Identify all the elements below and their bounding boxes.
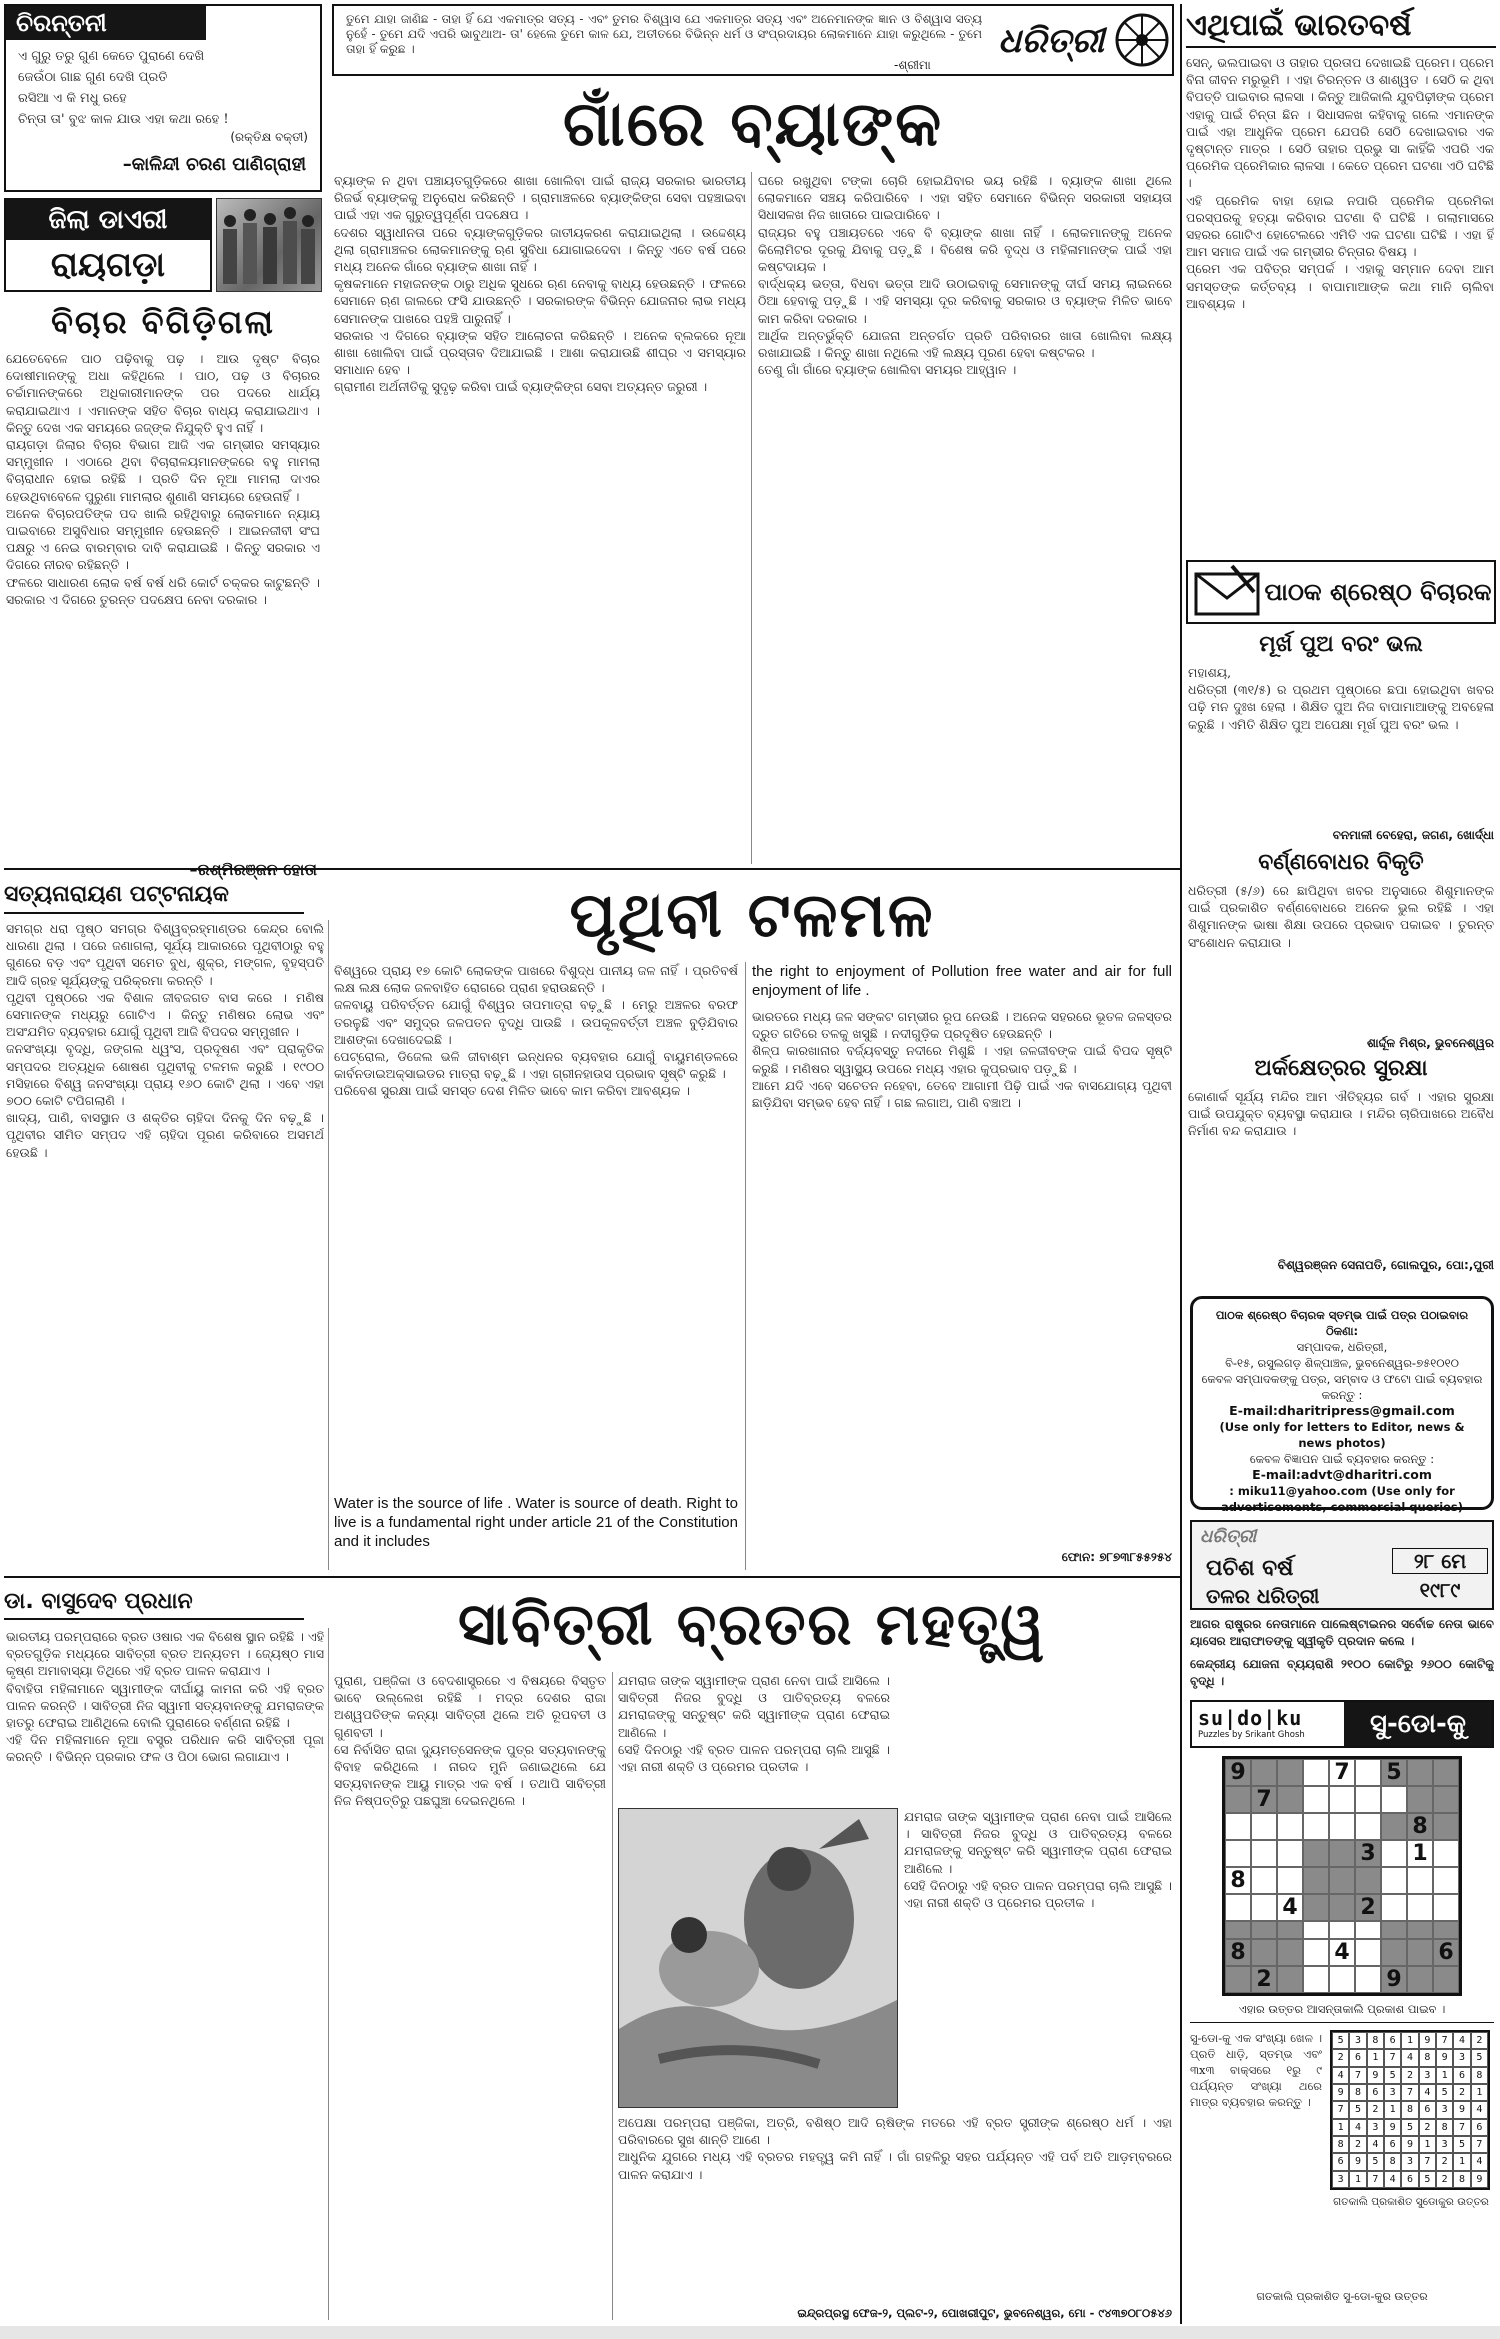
prithvi-col-1: ସମଗ୍ର ଧରା ପୃଷ୍ଠ ସମଗ୍ର ବିଶ୍ୱବ୍ରହ୍ମାଣ୍ଡର କେନ୍ଦ୍ର ବୋଲି ଧାରଣା ଥିଲା । ପରେ ଜଣାଗଲା, ସୂର୍ଯ୍ୟ ଆକାରରେ ପୃଥିବୀଠାରୁ ବହୁ ଗୁଣରେ ବଡ଼ ଏବଂ ପୃଥିବୀ ସମେତ ବୁଧ, ଶୁକ୍ର, ମଙ୍ଗଳ, ବୃହସ୍ପତି ଆଦି ଗ୍ରହ ସୂର୍ଯ୍ୟଙ୍କୁ ପରିକ୍ରମା କରନ୍ତି । ପୃଥିବୀ ପୃଷ୍ଠରେ ଏକ ବିଶାଳ ଜୀବଜଗତ ବାସ କରେ । ମଣିଷ ସେମାନଙ୍କ ମଧ୍ୟରୁ ଗୋଟିଏ । କିନ୍ତୁ ମଣିଷର ଲୋଭ ଏବଂ ଅସଂଯମିତ ବ୍ୟବହାର ଯୋଗୁଁ ପୃଥିବୀ ଆଜି ବିପଦର ସମ୍ମୁଖୀନ । ଜନସଂଖ୍ୟା ବୃଦ୍ଧି, ଜଙ୍ଗଲ ଧ୍ୱଂସ, ପ୍ରଦୂଷଣ ଏବଂ ପ୍ରାକୃତିକ ସମ୍ପଦର ଅତ୍ୟଧିକ ଶୋଷଣ ପୃଥିବୀକୁ ଟଳମଳ କରୁଛି । ୧୯୦୦ ମସିହାରେ ବିଶ୍ୱ ଜନସଂଖ୍ୟା ପ୍ରାୟ ୧୬୦ କୋଟି ଥିଲା । ଏବେ ଏହା ୭୦୦ କୋଟି ଟପିଗଲାଣି । ଖାଦ୍ୟ, ପାଣି, ବାସସ୍ଥାନ ଓ ଶକ୍ତିର ଚାହିଦା ଦିନକୁ ଦିନ ବଢ଼ୁଛି । ପୃଥିବୀର ସୀମିତ ସମ୍ପଦ ଏହି ଚାହିଦା ପୂରଣ କରିବାରେ ଅସମର୍ଥ ହେଉଛି । xyxy=(6,921,324,1160)
prev-sudoku-cell: 9 xyxy=(1332,2084,1349,2101)
sudoku-cell[interactable] xyxy=(1251,1759,1277,1786)
pachisa-label2: ତଳର ଧରିତ୍ରୀ xyxy=(1206,1584,1320,1608)
masthead-logo: ଧରିତ୍ରୀ xyxy=(998,21,1105,61)
sudoku-cell[interactable]: 9 xyxy=(1225,1759,1251,1786)
sudoku-cell[interactable] xyxy=(1277,1786,1303,1813)
section-rule-2 xyxy=(4,1576,1180,1578)
district-body: ଯେତେବେଳେ ପାଠ ପଢ଼ିବାକୁ ପଢ଼ । ଆଉ ଦୃଷ୍ଟ ବିଚାର ଦୋଷୀମାନଙ୍କୁ ଅଧା କହିଥିଲେ । ପାଠ, ପଢ଼ ଓ ବିଚାରର ଚର୍ଚ୍ଚାମାନଙ୍କରେ ଅଧିକାରୀମାନଙ୍କ ପର ପଦରେ ଧାର୍ଯ୍ୟ କରାଯାଇଥାଏ । ଏମାନଙ୍କ ସହିତ ବିଚାର ବାଧ୍ୟ କରାଯାଇଥାଏ । କିନ୍ତୁ ଦେଖ ଏକ ସମୟରେ ଜଜ୍‌ଙ୍କ ନିଯୁକ୍ତି ହୁଏ ନାହିଁ । ରାୟଗଡ଼ା ଜିଲାର ବିଚାର ବିଭାଗ ଆଜି ଏକ ଗମ୍ଭୀର ସମସ୍ୟାର ସମ୍ମୁଖୀନ । ଏଠାରେ ଥିବା ବିଚାରାଳୟମାନଙ୍କରେ ବହୁ ମାମଲା ବିଚାରାଧୀନ ହୋଇ ରହିଛି । ପ୍ରତି ଦିନ ନୂଆ ମାମଲା ଦାଏର ହେଉଥିବାବେଳେ ପୁରୁଣା ମାମଲାର ଶୁଣାଣି ସମୟରେ ହେଉନାହିଁ । ଅନେକ ବିଚାରପତିଙ୍କ ପଦ ଖାଲି ରହିଥିବାରୁ ଲୋକମାନେ ନ୍ୟାୟ ପାଇବାରେ ଅସୁବିଧାର ସମ୍ମୁଖୀନ ହେଉଛନ୍ତି । ଆଇନଜୀବୀ ସଂଘ ପକ୍ଷରୁ ଏ ନେଇ ବାରମ୍ବାର ଦାବି କରାଯାଇଛି । କିନ୍ତୁ ସରକାର ଏ ଦିଗରେ ନୀରବ ରହିଛନ୍ତି । ଫଳରେ ସାଧାରଣ ଲୋକ ବର୍ଷ ବର୍ଷ ଧରି କୋର୍ଟ ଚକ୍କର କାଟୁଛନ୍ତି । ସରକାର ଏ ଦିଗରେ ତୁରନ୍ତ ପଦକ୍ଷେପ ନେବା ଦରକାର । xyxy=(6,351,320,607)
prev-sudoku-cell: 8 xyxy=(1384,2153,1401,2170)
prev-sudoku-cell: 7 xyxy=(1332,2101,1349,2118)
prev-sudoku-cell: 3 xyxy=(1436,2101,1453,2118)
district-name: ରାୟଗଡ଼ା xyxy=(50,245,166,285)
prev-sudoku-caption: ଗତକାଲି ପ୍ରକାଶିତ ସୁଡୋକୁର ଉତ୍ତର xyxy=(1333,2196,1489,2208)
prithvi-phone: ଫୋନ: ୭୮୭୩୮୫୫୨୫୪ xyxy=(1061,1550,1172,1564)
sudoku-cell[interactable] xyxy=(1381,1786,1407,1813)
bank-col-divider xyxy=(751,172,752,864)
prev-sudoku-cell: 2 xyxy=(1419,2119,1436,2136)
sudoku-cell[interactable] xyxy=(1303,1966,1329,1993)
sudoku-cell[interactable] xyxy=(1329,1786,1355,1813)
sudoku-cell[interactable] xyxy=(1433,1813,1459,1840)
envelope-icon xyxy=(1192,564,1262,620)
chirantani-author: –କାଳିନ୍ଦୀ ଚରଣ ପାଣିଗ୍ରାହୀ xyxy=(122,154,306,175)
sudoku-footer: ଗତକାଲି ପ୍ରକାଶିତ ସୁ-ଡୋ-କୁର ଉତ୍ତର xyxy=(1256,2290,1428,2303)
top-right-body: ସେନ୍, ଭଲପାଇବା ଓ ତାହାର ପ୍ରତାପ ଦେଖାଇଛି ପ୍ରେମ। ପ୍ରେମ ବିନା ଜୀବନ ମରୁଭୂମି । ଏହା ଚିରନ୍ତନ ଓ ଶାଶ୍ୱତ । ସେଠି କ ଥିବା ବିପତ୍ତି ପାଇବାର ଲାଳସା । କିନ୍ତୁ ଆଜିକାଲି ଯୁବପିଢ଼ୀଙ୍କ ପ୍ରେମ ଏହାକୁ ପାଇଁ ଚିନ୍ତା ଛିନ । ସିଧାସଳଖ କହିବାକୁ ଗଲେ ଏମାନଙ୍କ ପାଇଁ ଏହା ଆଧୁନିକ ପ୍ରେମ ଯେପରି ସେଠି ଦେଖାଇବାର ଏକ ଦୃଷ୍ଟାନ୍ତ ମାତ୍ର । ସେଠି ତାହାର ପ୍ରଭୁ ସା କାହିଁକି ଏପରି ଏକ ପ୍ରେମିକ ପ୍ରେମିକାର ଲାଳସା । କେତେ ପ୍ରେମ ଘଟଣା ଏଠି ଘଟିଛି । ଏହି ପ୍ରେମିକ ବାହା ହୋଇ ନପାରି ପ୍ରେମିକ ପ୍ରେମିକା ପରସ୍ପରକୁ ହତ୍ୟା କରିବାର ଘଟଣା ବି ଘଟିଛି । ଗଲାମାସରେ ସହରର ଗୋଟିଏ ହୋଟେଲରେ ଏମିତି ଏକ ଘଟଣା ଘଟିଛି । ଏହା ହିଁ ଆମ ସମାଜ ପାଇଁ ଏକ ଗମ୍ଭୀର ଚିନ୍ତାର ବିଷୟ । ପ୍ରେମ ଏକ ପବିତ୍ର ସମ୍ପର୍କ । ଏହାକୁ ସମ୍ମାନ ଦେବା ଆମ ସମସ୍ତଙ୍କ କର୍ତ୍ତବ୍ୟ । ବାପାମାଆଙ୍କ କଥା ମାନି ଚାଲିବା ଆବଶ୍ୟକ । xyxy=(1186,55,1494,311)
prev-sudoku-cell: 1 xyxy=(1471,2084,1488,2101)
letter2-body: ଧରିତ୍ରୀ (୫/୬) ରେ ଛାପିଥିବା ଖବର ଅନୁସାରେ ଶିଶୁମାନଙ୍କ ପାଇଁ ପ୍ରକାଶିତ ବର୍ଣ୍ଣବୋଧରେ ଅନେକ ଭୁଲ ରହିଛି । ଏହା ଶିଶୁମାନଙ୍କ ଭାଷା ଶିକ୍ଷା ଉପରେ ପ୍ରଭାବ ପକାଇବ । ତୁରନ୍ତ ସଂଶୋଧନ କରାଯାଉ । xyxy=(1188,883,1494,950)
sudoku-brand-sub: Puzzles by Srikant Ghosh xyxy=(1198,1730,1305,1740)
savitri-col-4: ଅପେକ୍ଷା ପରମ୍ପରା ପଞ୍ଜିକା, ଅତ୍ରି, ବଶିଷ୍ଠ ଆଦି ଋଷିଙ୍କ ମତରେ ଏହି ବ୍ରତ ସ୍ତ୍ରୀଙ୍କ ଶ୍ରେଷ୍ଠ ଧର୍ମ । ଏହା ପରିବାରରେ ସୁଖ ଶାନ୍ତି ଆଣେ । ଆଧୁନିକ ଯୁଗରେ ମଧ୍ୟ ଏହି ବ୍ରତର ମହତ୍ତ୍ୱ କମି ନାହିଁ । ଗାଁ ଗହଳିରୁ ସହର ପର୍ଯ୍ୟନ୍ତ ଏହି ପର୍ବ ଅତି ଆଡ଼ମ୍ବରରେ ପାଳନ କରାଯାଏ । xyxy=(618,2115,1172,2182)
sudoku-cell[interactable] xyxy=(1381,1939,1407,1966)
pathaka-banner-text: ପାଠକ ଶ୍ରେଷ୍ଠ ବିଚାରକ xyxy=(1264,578,1492,606)
prev-sudoku-cell: 8 xyxy=(1332,2136,1349,2153)
letter2-byline: ଶାର୍ଦ୍ଦୂଳ ମିଶ୍ର, ଭୁବନେଶ୍ୱର xyxy=(1366,1036,1494,1050)
prev-sudoku-cell: 5 xyxy=(1471,2049,1488,2066)
sudoku-cell[interactable] xyxy=(1329,1813,1355,1840)
prev-sudoku-cell: 6 xyxy=(1419,2101,1436,2118)
prev-sudoku-cell: 9 xyxy=(1471,2171,1488,2188)
sudoku-cell[interactable] xyxy=(1329,1840,1355,1867)
sudoku-cell[interactable] xyxy=(1355,1921,1381,1939)
prev-sudoku-cell: 1 xyxy=(1384,2101,1401,2118)
bank-col-2: ଘରେ ରଖୁଥିବା ଟଙ୍କା ଚୋରି ହୋଇଯିବାର ଭୟ ରହିଛି । ବ୍ୟାଙ୍କ ଶାଖା ଥିଲେ ଲୋକମାନେ ସଞ୍ଚୟ କରିପାରିବେ । ଏହା ସହିତ ସେମାନେ ବିଭିନ୍ନ ସରକାରୀ ସହାୟତା ସିଧାସଳଖ ନିଜ ଖାତାରେ ପାଇପାରିବେ । ରାଜ୍ୟର ବହୁ ପଞ୍ଚାୟତରେ ଏବେ ବି ବ୍ୟାଙ୍କ ଶାଖା ନାହିଁ । ଲୋକମାନଙ୍କୁ ଅନେକ କିଲୋମିଟର ଦୂରକୁ ଯିବାକୁ ପଡ଼ୁଛି । ବିଶେଷ କରି ବୃଦ୍ଧ ଓ ମହିଳାମାନଙ୍କ ପାଇଁ ଏହା କଷ୍ଟଦାୟକ । ବାର୍ଦ୍ଧକ୍ୟ ଭତ୍ତା, ବିଧବା ଭତ୍ତା ଆଦି ଉଠାଇବାକୁ ସେମାନଙ୍କୁ ଦୀର୍ଘ ସମୟ ଲାଇନରେ ଠିଆ ହେବାକୁ ପଡ଼ୁଛି । ଏହି ସମସ୍ୟା ଦୂର କରିବାକୁ ସରକାର ଓ ବ୍ୟାଙ୍କ ମିଳିତ ଭାବେ କାମ କରିବା ଦରକାର । ଆର୍ଥିକ ଅନ୍ତର୍ଭୁକ୍ତି ଯୋଜନା ଅନ୍ତର୍ଗତ ପ୍ରତି ପରିବାରର ଖାତା ଖୋଲିବା ଲକ୍ଷ୍ୟ ରଖାଯାଇଛି । କିନ୍ତୁ ଶାଖା ନଥିଲେ ଏହି ଲକ୍ଷ୍ୟ ପୂରଣ ହେବା କଷ୍ଟକର । ତେଣୁ ଗାଁ ଗାଁରେ ବ୍ୟାଙ୍କ ଖୋଲିବା ସମୟର ଆହ୍ୱାନ । xyxy=(758,173,1172,378)
sudoku-cell[interactable] xyxy=(1433,1966,1459,1993)
prev-sudoku-cell: 3 xyxy=(1436,2136,1453,2153)
prev-sudoku-cell: 2 xyxy=(1436,2171,1453,2188)
sudoku-cell[interactable]: 6 xyxy=(1433,1939,1459,1966)
prithvi-col-divider-2 xyxy=(745,962,746,1570)
sudoku-cell[interactable] xyxy=(1355,1966,1381,1993)
chirantani-quote-source: (ରକ୍ତିକ୍ଷ ବକ୍ତୀ) xyxy=(230,130,308,144)
letter3-byline: ବିଶ୍ୱରଞ୍ଜନ ସେନାପତି, ଗୋଲପୁର, ପୋ:,ପୁରୀ xyxy=(1277,1258,1494,1272)
sudoku-cell[interactable] xyxy=(1381,1813,1407,1840)
chirantani-box xyxy=(4,4,322,192)
prev-sudoku-cell: 2 xyxy=(1436,2153,1453,2170)
contact-line1: ପାଠକ ଶ୍ରେଷ୍ଠ ବିଚାରକ ସ୍ତମ୍ଭ ପାଇଁ ପତ୍ର ପଠାଇବାର ଠିକଣା: xyxy=(1215,1308,1469,1338)
sudoku-cell[interactable] xyxy=(1277,1921,1303,1939)
sudoku-cell[interactable]: 4 xyxy=(1329,1939,1355,1966)
prev-sudoku-cell: 8 xyxy=(1471,2067,1488,2084)
top-quote-box xyxy=(332,4,1174,76)
sudoku-cell[interactable] xyxy=(1251,1840,1277,1867)
prithvi-col-divider-1 xyxy=(328,920,329,1570)
prev-sudoku-cell: 6 xyxy=(1453,2067,1470,2084)
savitri-col-4b: ଯମରାଜ ତାଙ୍କ ସ୍ୱାମୀଙ୍କ ପ୍ରାଣ ନେବା ପାଇଁ ଆସିଲେ । ସାବିତ୍ରୀ ନିଜର ବୁଦ୍ଧି ଓ ପାତିବ୍ରତ୍ୟ ବଳରେ ଯମରାଜଙ୍କୁ ସନ୍ତୁଷ୍ଟ କରି ସ୍ୱାମୀଙ୍କ ପ୍ରାଣ ଫେରାଇ ଆଣିଲେ । ସେହି ଦିନଠାରୁ ଏହି ବ୍ରତ ପାଳନ ପରମ୍ପରା ଚାଲି ଆସୁଛି । ଏହା ନାରୀ ଶକ୍ତି ଓ ପ୍ରେମର ପ୍ରତୀକ । xyxy=(904,1809,1172,1911)
sudoku-cell[interactable] xyxy=(1225,1894,1251,1921)
section-rule-1 xyxy=(4,868,1180,870)
prev-sudoku-cell: 1 xyxy=(1419,2136,1436,2153)
sudoku-cell[interactable] xyxy=(1329,1894,1355,1921)
letter2-title: ବର୍ଣ୍ଣବୋଧର ବିକୃତି xyxy=(1258,850,1424,875)
prev-sudoku-cell: 5 xyxy=(1436,2084,1453,2101)
prev-sudoku-cell: 7 xyxy=(1401,2084,1418,2101)
sudoku-cell[interactable]: 8 xyxy=(1407,1813,1433,1840)
sudoku-cell[interactable] xyxy=(1277,1759,1303,1786)
contact-line2: ସମ୍ପାଦକ, ଧରିତ୍ରୀ, xyxy=(1296,1340,1388,1354)
letter1-byline: ବନମାଳୀ ବେହେରା, ଜଗଣ, ଖୋର୍ଦ୍ଧା xyxy=(1332,828,1494,842)
pachisa-item-2: କେନ୍ଦ୍ରୀୟ ଯୋଜନା ବ୍ୟୟରାଶି ୨୧୦୦ କୋଟିରୁ ୨୬୦୦ କୋଟିକୁ ବୃଦ୍ଧି । xyxy=(1190,1657,1494,1689)
prev-sudoku-cell: 4 xyxy=(1419,2084,1436,2101)
sudoku-answer-caption: ଏହାର ଉତ୍ତର ଆସନ୍ତାକାଲି ପ୍ରକାଶ ପାଇବ । xyxy=(1238,2002,1446,2016)
contact-email3[interactable]: : miku11@yahoo.com (Use only for advertisements, commercial queries) xyxy=(1220,1484,1464,1514)
chirantani-title: ଚିରନ୍ତନୀ xyxy=(6,6,206,40)
prev-sudoku-cell: 3 xyxy=(1367,2119,1384,2136)
sudoku-cell[interactable] xyxy=(1407,1894,1433,1921)
prev-sudoku-cell: 6 xyxy=(1349,2049,1366,2066)
district-diary-label: ଜିଲା ଡାଏରୀ xyxy=(6,200,210,240)
prev-sudoku-cell: 7 xyxy=(1367,2171,1384,2188)
bank-col-1: ବ୍ୟାଙ୍କ ନ ଥିବା ପଞ୍ଚାୟତଗୁଡ଼ିକରେ ଶାଖା ଖୋଲିବା ପାଇଁ ରାଜ୍ୟ ସରକାର ଭାରତୀୟ ରିଜର୍ଭ ବ୍ୟାଙ୍କକୁ ଅନୁରୋଧ କରିଛନ୍ତି । ଗ୍ରାମାଞ୍ଚଳରେ ବ୍ୟାଙ୍କିଙ୍ଗ ସେବା ପହଞ୍ଚାଇବା ପାଇଁ ଏହା ଏକ ଗୁରୁତ୍ୱପୂର୍ଣ୍ଣ ପଦକ୍ଷେପ । ଦେଶର ସ୍ୱାଧୀନତା ପରେ ବ୍ୟାଙ୍କଗୁଡ଼ିକର ଜାତୀୟକରଣ କରାଯାଇଥିଲା । ଉଦ୍ଦେଶ୍ୟ ଥିଲା ଗ୍ରାମାଞ୍ଚଳର ଲୋକମାନଙ୍କୁ ଋଣ ସୁବିଧା ଯୋଗାଇଦେବା । କିନ୍ତୁ ଏତେ ବର୍ଷ ପରେ ମଧ୍ୟ ଅନେକ ଗାଁରେ ବ୍ୟାଙ୍କ ଶାଖା ନାହିଁ । କୃଷକମାନେ ମହାଜନଙ୍କ ଠାରୁ ଅଧିକ ସୁଧରେ ଋଣ ନେବାକୁ ବାଧ୍ୟ ହେଉଛନ୍ତି । ଫଳରେ ସେମାନେ ଋଣ ଜାଲରେ ଫସି ଯାଉଛନ୍ତି । ସରକାରଙ୍କ ବିଭିନ୍ନ ଯୋଜନାର ଲାଭ ମଧ୍ୟ ସେମାନଙ୍କ ପାଖରେ ପହଞ୍ଚି ପାରୁନାହିଁ । ସରକାର ଏ ଦିଗରେ ବ୍ୟାଙ୍କ ସହିତ ଆଲୋଚନା କରିଛନ୍ତି । ଅନେକ ବ୍ଲକରେ ନୂଆ ଶାଖା ଖୋଲିବା ପାଇଁ ପ୍ରସ୍ତାବ ଦିଆଯାଇଛି । ଆଶା କରାଯାଉଛି ଶୀଘ୍ର ଏ ସମସ୍ୟାର ସମାଧାନ ହେବ । ଗ୍ରାମୀଣ ଅର୍ଥନୀତିକୁ ସୁଦୃଢ଼ କରିବା ପାଇଁ ବ୍ୟାଙ୍କିଙ୍ଗ ସେବା ଅତ୍ୟନ୍ତ ଜରୁରୀ । xyxy=(334,173,746,395)
prev-sudoku-cell: 3 xyxy=(1401,2153,1418,2170)
prithvi-col-2-en: Water is the source of life . Water is source of death. Right to live is a fundamental right under article 21 of the Constitution and it includes xyxy=(334,1495,738,1550)
savitri-col-3: ଯମରାଜ ତାଙ୍କ ସ୍ୱାମୀଙ୍କ ପ୍ରାଣ ନେବା ପାଇଁ ଆସିଲେ । ସାବିତ୍ରୀ ନିଜର ବୁଦ୍ଧି ଓ ପାତିବ୍ରତ୍ୟ ବଳରେ ଯମରାଜଙ୍କୁ ସନ୍ତୁଷ୍ଟ କରି ସ୍ୱାମୀଙ୍କ ପ୍ରାଣ ଫେରାଇ ଆଣିଲେ । ସେହି ଦିନଠାରୁ ଏହି ବ୍ରତ ପାଳନ ପରମ୍ପରା ଚାଲି ଆସୁଛି । ଏହା ନାରୀ ଶକ୍ତି ଓ ପ୍ରେମର ପ୍ରତୀକ । xyxy=(618,1673,890,1775)
prev-sudoku-cell: 3 xyxy=(1332,2171,1349,2188)
sudoku-cell[interactable] xyxy=(1407,1786,1433,1813)
contact-box xyxy=(1190,1296,1494,1514)
prev-sudoku-cell: 1 xyxy=(1401,2032,1418,2049)
prev-sudoku-cell: 6 xyxy=(1384,2032,1401,2049)
sudoku-rule xyxy=(1190,2022,1494,2023)
prev-sudoku-cell: 7 xyxy=(1436,2032,1453,2049)
sudoku-cell[interactable] xyxy=(1355,1813,1381,1840)
prev-sudoku-cell: 5 xyxy=(1349,2101,1366,2118)
prev-sudoku-cell: 1 xyxy=(1453,2153,1470,2170)
district-diary-label-box xyxy=(4,198,212,292)
chirantani-quote: ଏ ଗୁରୁ ତରୁ ଗୁଣ କେତେ ପୁରାଣେ ଦେଖି ଜେଉଁଠା ଗାଛ ଗୁଣ ଦେଖି ପ୍ରତି ରସିଆ ଏ କି ମଧୁ ରହେ ଚିନ୍ତା ତା' ବୁଝ କାଳ ଯାଉ ଏହା କଥା ରହେ ! xyxy=(18,49,229,127)
prev-sudoku-cell: 5 xyxy=(1453,2136,1470,2153)
savitri-col-1: ଭାରତୀୟ ପରମ୍ପରାରେ ବ୍ରତ ଓଷାର ଏକ ବିଶେଷ ସ୍ଥାନ ରହିଛି । ଏହି ବ୍ରତଗୁଡ଼ିକ ମଧ୍ୟରେ ସାବିତ୍ରୀ ବ୍ରତ ଅନ୍ୟତମ । ଜ୍ୟେଷ୍ଠ ମାସ କୃଷ୍ଣ ଅମାବାସ୍ୟା ତିଥିରେ ଏହି ବ୍ରତ ପାଳନ କରାଯାଏ । ବିବାହିତା ମହିଳାମାନେ ସ୍ୱାମୀଙ୍କ ଦୀର୍ଘାୟୁ କାମନା କରି ଏହି ବ୍ରତ ପାଳନ କରନ୍ତି । ସାବିତ୍ରୀ ନିଜ ସ୍ୱାମୀ ସତ୍ୟବାନଙ୍କୁ ଯମରାଜଙ୍କ ହାତରୁ ଫେରାଇ ଆଣିଥିଲେ ବୋଲି ପୁରାଣରେ ବର୍ଣ୍ଣନା ରହିଛି । ଏହି ଦିନ ମହିଳାମାନେ ନୂଆ ବସ୍ତ୍ର ପରିଧାନ କରି ସାବିତ୍ରୀ ପୂଜା କରନ୍ତି । ବିଭିନ୍ନ ପ୍ରକାର ଫଳ ଓ ପିଠା ଭୋଗ ଲଗାଯାଏ । xyxy=(6,1629,324,1765)
sudoku-cell[interactable] xyxy=(1355,1786,1381,1813)
pachisa-box xyxy=(1190,1520,1494,1610)
sudoku-cell[interactable] xyxy=(1303,1939,1329,1966)
prev-sudoku-cell: 6 xyxy=(1384,2136,1401,2153)
sudoku-cell[interactable] xyxy=(1433,1894,1459,1921)
sudoku-cell[interactable] xyxy=(1277,1966,1303,1993)
prev-sudoku-cell: 4 xyxy=(1453,2032,1470,2049)
right-column-divider xyxy=(1180,4,1182,2324)
prev-sudoku-cell: 2 xyxy=(1401,2067,1418,2084)
sudoku-cell[interactable] xyxy=(1225,1921,1251,1939)
sudoku-cell[interactable] xyxy=(1407,1867,1433,1894)
prithvi-col-3-en: the right to enjoyment of Pollution free water and air for full enjoyment of life . xyxy=(752,963,1172,999)
sudoku-header xyxy=(1190,1700,1494,1748)
prev-sudoku-cell: 6 xyxy=(1332,2153,1349,2170)
prev-sudoku-cell: 5 xyxy=(1367,2153,1384,2170)
prev-sudoku-cell: 3 xyxy=(1419,2067,1436,2084)
sudoku-cell[interactable] xyxy=(1355,1939,1381,1966)
prev-sudoku-cell: 7 xyxy=(1453,2119,1470,2136)
sudoku-cell[interactable] xyxy=(1225,1786,1251,1813)
prithvi-headline: ପୃଥିବୀ ଟଳମଳ xyxy=(569,878,935,951)
sudoku-cell[interactable] xyxy=(1433,1921,1459,1939)
letter3-body: କୋଣାର୍କ ସୂର୍ଯ୍ୟ ମନ୍ଦିର ଆମ ଐତିହ୍ୟର ଗର୍ବ । ଏହାର ସୁରକ୍ଷା ପାଇଁ ଉପଯୁକ୍ତ ବ୍ୟବସ୍ଥା କରାଯାଉ । ମନ୍ଦିର ଚାରିପାଖରେ ଅବୈଧ ନିର୍ମାଣ ବନ୍ଦ କରାଯାଉ । xyxy=(1188,1089,1494,1139)
sudoku-cell[interactable] xyxy=(1303,1786,1329,1813)
prev-sudoku-cell: 5 xyxy=(1384,2067,1401,2084)
prev-sudoku-cell: 5 xyxy=(1332,2032,1349,2049)
prev-sudoku-cell: 5 xyxy=(1419,2171,1436,2188)
sudoku-cell[interactable] xyxy=(1303,1813,1329,1840)
contact-line3: ବି-୧୫, ରସୁଲଗଡ଼ ଶିଳ୍ପାଞ୍ଚଳ, ଭୁବନେଶ୍ୱର-୭୫୧୦୧୦ xyxy=(1225,1356,1459,1370)
sudoku-cell[interactable] xyxy=(1407,1921,1433,1939)
sudoku-cell[interactable]: 2 xyxy=(1355,1894,1381,1921)
savitri-author: ଡା. ବାସୁଦେବ ପ୍ରଧାନ xyxy=(4,1584,304,1620)
prithvi-col-3: ଭାରତରେ ମଧ୍ୟ ଜଳ ସଙ୍କଟ ଗମ୍ଭୀର ରୂପ ନେଉଛି । ଅନେକ ସହରରେ ଭୂତଳ ଜଳସ୍ତର ଦ୍ରୁତ ଗତିରେ ତଳକୁ ଖସୁଛି । ନଦୀଗୁଡ଼ିକ ପ୍ରଦୂଷିତ ହେଉଛନ୍ତି । ଶିଳ୍ପ କାରଖାନାର ବର୍ଜ୍ୟବସ୍ତୁ ନଦୀରେ ମିଶୁଛି । ଏହା ଜଳଜୀବଙ୍କ ପାଇଁ ବିପଦ ସୃଷ୍ଟି କରୁଛି । ମଣିଷର ସ୍ୱାସ୍ଥ୍ୟ ଉପରେ ମଧ୍ୟ ଏହାର କୁପ୍ରଭାବ ପଡ଼ୁଛି । ଆମେ ଯଦି ଏବେ ସଚେତନ ନହେବା, ତେବେ ଆଗାମୀ ପିଢ଼ି ପାଇଁ ଏକ ବାସଯୋଗ୍ୟ ପୃଥିବୀ ଛାଡ଼ିଯିବା ସମ୍ଭବ ହେବ ନାହିଁ । ଗଛ ଲଗାଅ, ପାଣି ବଞ୍ଚାଅ । xyxy=(752,1009,1172,1111)
sudoku-cell[interactable]: 3 xyxy=(1355,1840,1381,1867)
prev-sudoku-cell: 2 xyxy=(1349,2136,1366,2153)
prev-sudoku-cell: 9 xyxy=(1384,2119,1401,2136)
sudoku-cell[interactable]: 9 xyxy=(1381,1966,1407,1993)
pachisa-year: ୧୯୮୯ xyxy=(1419,1578,1461,1602)
sudoku-cell[interactable] xyxy=(1251,1939,1277,1966)
prev-sudoku-cell: 8 xyxy=(1419,2049,1436,2066)
pathaka-banner xyxy=(1186,560,1496,624)
prev-sudoku-cell: 7 xyxy=(1471,2136,1488,2153)
sudoku-cell[interactable] xyxy=(1381,1894,1407,1921)
sudoku-cell[interactable] xyxy=(1277,1867,1303,1894)
sudoku-cell[interactable] xyxy=(1381,1867,1407,1894)
pachisa-logo: ଧରିତ୍ରୀ xyxy=(1200,1526,1257,1547)
prev-sudoku-cell: 9 xyxy=(1349,2153,1366,2170)
top-quote-author: -ଶ୍ରୀମା xyxy=(894,58,931,72)
prev-sudoku-cell: 4 xyxy=(1332,2067,1349,2084)
savitri-col-divider-1 xyxy=(328,1628,329,2320)
sudoku-cell[interactable] xyxy=(1303,1894,1329,1921)
district-headline: ବିଚାର ବିଗିଡ଼ିଗଲା xyxy=(51,303,275,341)
pachisa-date: ୨୮ ମେ xyxy=(1392,1548,1488,1574)
konark-wheel-icon xyxy=(1114,12,1170,68)
prev-sudoku-cell: 8 xyxy=(1453,2171,1470,2188)
prev-sudoku-cell: 6 xyxy=(1367,2084,1384,2101)
letter1-title: ମୂର୍ଖ ପୁଅ ବରଂ ଭଲ xyxy=(1259,632,1423,657)
sudoku-cell[interactable] xyxy=(1329,1966,1355,1993)
top-quote-text: ତୁମେ ଯାହା ଜାଣିଛ - ତାହା ହିଁ ଯେ ଏକମାତ୍ର ସତ୍ୟ - ଏବଂ ତୁମର ବିଶ୍ୱାସ ଯେ ଏକମାତ୍ର ସତ୍ୟ ଏବଂ ଅନେମାନଙ୍କ ଜ୍ଞାନ ଓ ବିଶ୍ୱାସ ସତ୍ୟ ନୁହେଁ - ତୁମେ ଯଦି ଏପରି ଭାବୁଥାଅ- ତା' ହେଲେ ତୁମେ କାଳ ଯେ, ଅତୀତରେ ବିଭିନ୍ନ ଧର୍ମ ଓ ସଂପ୍ରଦାୟର ଲୋକମାନେ ଯାହା କରୁଥିଲେ - ତୁମେ ତାହା ହିଁ କରୁଛ । xyxy=(346,12,982,56)
sudoku-cell[interactable]: 7 xyxy=(1251,1786,1277,1813)
prev-sudoku-cell: 4 xyxy=(1384,2171,1401,2188)
sudoku-cell[interactable]: 8 xyxy=(1225,1867,1251,1894)
prev-sudoku-cell: 8 xyxy=(1436,2119,1453,2136)
sudoku-cell[interactable]: 8 xyxy=(1225,1939,1251,1966)
bank-headline: ଗାଁରେ ବ୍ୟାଙ୍କ xyxy=(562,87,944,160)
sudoku-cell[interactable] xyxy=(1329,1867,1355,1894)
sudoku-cell[interactable] xyxy=(1277,1939,1303,1966)
sudoku-cell[interactable] xyxy=(1303,1921,1329,1939)
sudoku-cell[interactable] xyxy=(1433,1840,1459,1867)
sudoku-cell[interactable] xyxy=(1433,1759,1459,1786)
contact-email2[interactable]: E-mail:advt@dharitri.com xyxy=(1252,1467,1432,1482)
prev-sudoku-cell: 7 xyxy=(1349,2067,1366,2084)
pachisa-label: ପଚିଶ ବର୍ଷ xyxy=(1206,1556,1294,1581)
sudoku-cell[interactable] xyxy=(1407,1759,1433,1786)
prev-sudoku-cell: 2 xyxy=(1367,2101,1384,2118)
savitri-address: ଇନ୍ଦ୍ରପ୍ରସ୍ଥ ଫେଜ-୨, ପ୍ଲଟ-୨, ପୋଖରୀପୁଟ, ଭୁବନେଶ୍ୱର, ମୋ - ୯୪୩୭୦୮୦୫୪୬ xyxy=(797,2306,1172,2320)
sudoku-cell[interactable] xyxy=(1433,1867,1459,1894)
prev-sudoku-cell: 1 xyxy=(1436,2067,1453,2084)
sudoku-cell[interactable] xyxy=(1329,1921,1355,1939)
prev-sudoku-cell: 7 xyxy=(1384,2049,1401,2066)
prev-sudoku-cell: 4 xyxy=(1367,2136,1384,2153)
sudoku-cell[interactable]: 2 xyxy=(1251,1966,1277,1993)
prev-sudoku-cell: 4 xyxy=(1349,2119,1366,2136)
savitri-illustration xyxy=(618,1808,898,2108)
page-bottom-strip xyxy=(0,2326,1500,2339)
sudoku-cell[interactable] xyxy=(1225,1813,1251,1840)
sudoku-cell[interactable] xyxy=(1303,1867,1329,1894)
prithvi-author: ସତ୍ୟନାରାୟଣ ପଟ୍ଟନାୟକ xyxy=(4,876,304,914)
sudoku-cell[interactable] xyxy=(1407,1966,1433,1993)
sudoku-cell[interactable] xyxy=(1355,1759,1381,1786)
sudoku-cell[interactable]: 1 xyxy=(1407,1840,1433,1867)
prev-sudoku-cell: 1 xyxy=(1367,2049,1384,2066)
sudoku-cell[interactable]: 7 xyxy=(1329,1759,1355,1786)
prev-sudoku-cell: 1 xyxy=(1332,2119,1349,2136)
sudoku-cell[interactable] xyxy=(1251,1867,1277,1894)
top-right-title: ଏଥିପାଇଁ ଭାରତବର୍ଷ xyxy=(1186,4,1496,48)
savitri-col-divider-2 xyxy=(612,1672,613,2320)
sudoku-cell[interactable] xyxy=(1303,1759,1329,1786)
sudoku-cell[interactable] xyxy=(1381,1840,1407,1867)
sudoku-cell[interactable]: 5 xyxy=(1381,1759,1407,1786)
savitri-col-2: ପୁରାଣ, ପଞ୍ଜିକା ଓ ବେଦଶାସ୍ତ୍ରରେ ଏ ବିଷୟରେ ବିସ୍ତୃତ ଭାବେ ଉଲ୍ଲେଖ ରହିଛି । ମଦ୍ର ଦେଶର ରାଜା ଅଶ୍ୱପତିଙ୍କ କନ୍ୟା ସାବିତ୍ରୀ ଥିଲେ ଅତି ରୂପବତୀ ଓ ଗୁଣବତୀ । ସେ ନିର୍ବାସିତ ରାଜା ଦ୍ୟୁମତ୍ସେନଙ୍କ ପୁତ୍ର ସତ୍ୟବାନଙ୍କୁ ବିବାହ କରିଥିଲେ । ନାରଦ ମୁନି ଜଣାଇଥିଲେ ଯେ ସତ୍ୟବାନଙ୍କ ଆୟୁ ମାତ୍ର ଏକ ବର୍ଷ । ତଥାପି ସାବିତ୍ରୀ ନିଜ ନିଷ୍ପତ୍ତିରୁ ପଛଘୁଞ୍ଚା ଦେଇନଥିଲେ । xyxy=(334,1673,606,1809)
prev-sudoku-cell: 9 xyxy=(1419,2032,1436,2049)
contact-line5: କେବଳ ବିଜ୍ଞାପନ ପାଇଁ ବ୍ୟବହାର କରନ୍ତୁ : xyxy=(1249,1452,1435,1466)
sudoku-cell[interactable] xyxy=(1407,1939,1433,1966)
letter3-title: ଅର୍କକ୍ଷେତ୍ରର ସୁରକ୍ଷା xyxy=(1254,1056,1428,1081)
prev-sudoku-cell: 4 xyxy=(1471,2101,1488,2118)
pachisa-item-1: ଆଗର ରାଷ୍ଟ୍ରର ନେତାମାନେ ପାଲେଷ୍ଟାଇନର ସର୍ବୋଚ୍ଚ ନେତା ଭାବେ ୟାସେର ଆରାଫାତଙ୍କୁ ସ୍ୱୀକୃତି ପ୍ରଦାନ କଲେ । xyxy=(1190,1617,1494,1649)
prithvi-col-2: ବିଶ୍ୱରେ ପ୍ରାୟ ୧୭ କୋଟି ଲୋକଙ୍କ ପାଖରେ ବିଶୁଦ୍ଧ ପାନୀୟ ଜଳ ନାହିଁ । ପ୍ରତିବର୍ଷ ଲକ୍ଷ ଲକ୍ଷ ଲୋକ ଜଳବାହିତ ରୋଗରେ ପ୍ରାଣ ହରାଉଛନ୍ତି । ଜଳବାୟୁ ପରିବର୍ତ୍ତନ ଯୋଗୁଁ ବିଶ୍ୱର ତାପମାତ୍ରା ବଢ଼ୁଛି । ମେରୁ ଅଞ୍ଚଳର ବରଫ ତରଳୁଛି ଏବଂ ସମୁଦ୍ର ଜଳପତନ ବୃଦ୍ଧି ପାଉଛି । ଉପକୂଳବର୍ତ୍ତୀ ଅଞ୍ଚଳ ବୁଡ଼ିଯିବାର ଆଶଙ୍କା ଦେଖାଦେଇଛି । ପେଟ୍ରୋଲ, ଡିଜେଲ ଭଳି ଜୀବାଶ୍ମ ଇନ୍ଧନର ବ୍ୟବହାର ଯୋଗୁଁ ବାୟୁମଣ୍ଡଳରେ କାର୍ବନଡାଇଅକ୍ସାଇଡର ମାତ୍ରା ବଢ଼ୁଛି । ଏହା ଗ୍ରୀନହାଉସ ପ୍ରଭାବ ସୃଷ୍ଟି କରୁଛି । ପରିବେଶ ସୁରକ୍ଷା ପାଇଁ ସମସ୍ତ ଦେଶ ମିଳିତ ଭାବେ କାମ କରିବା ଆବଶ୍ୟକ । xyxy=(334,963,738,1099)
prev-sudoku-cell: 7 xyxy=(1419,2153,1436,2170)
sudoku-brand: su|do|ku xyxy=(1198,1706,1303,1730)
sudoku-cell[interactable]: 4 xyxy=(1277,1894,1303,1921)
prev-sudoku-cell: 3 xyxy=(1349,2032,1366,2049)
sudoku-cell[interactable] xyxy=(1251,1921,1277,1939)
prev-sudoku-cell: 6 xyxy=(1401,2171,1418,2188)
sudoku-cell[interactable] xyxy=(1355,1867,1381,1894)
prev-sudoku-cell: 2 xyxy=(1471,2032,1488,2049)
prev-sudoku-cell: 8 xyxy=(1349,2084,1366,2101)
sudoku-cell[interactable] xyxy=(1225,1966,1251,1993)
prev-sudoku-cell: 2 xyxy=(1332,2049,1349,2066)
sudoku-cell[interactable] xyxy=(1381,1921,1407,1939)
sudoku-rules: ସୁ-ଡୋ-କୁ ଏକ ସଂଖ୍ୟା ଖେଳ । ପ୍ରତି ଧାଡ଼ି, ସ୍ତମ୍ଭ ଏବଂ ୩x୩ ବାକ୍ସରେ ୧ରୁ ୯ ପର୍ଯ୍ୟନ୍ତ ସଂଖ୍ୟା ଥରେ ମାତ୍ର ବ୍ୟବହାର କରନ୍ତୁ । xyxy=(1190,2031,1322,2109)
sudoku-cell[interactable] xyxy=(1277,1840,1303,1867)
sudoku-cell[interactable] xyxy=(1251,1813,1277,1840)
prev-sudoku-cell: 2 xyxy=(1453,2084,1470,2101)
letter1-body: ମହାଶୟ, ଧରିତ୍ରୀ (୩୧/୫) ର ପ୍ରଥମ ପୃଷ୍ଠାରେ ଛପା ହୋଇଥିବା ଖବର ପଢ଼ି ମନ ଦୁଃଖ ହେଲା । ଶିକ୍ଷିତ ପୁଅ ନିଜ ବାପାମାଆଙ୍କୁ ଅବହେଳା କରୁଛି । ଏମିତି ଶିକ୍ଷିତ ପୁଅ ଅପେକ୍ଷା ମୂର୍ଖ ପୁଅ ବରଂ ଭଲ । xyxy=(1188,665,1494,732)
contact-line4: କେବଳ ସମ୍ପାଦକଙ୍କୁ ପତ୍ର, ସମ୍ବାଦ ଓ ଫଟୋ ପାଇଁ ବ୍ୟବହାର କରନ୍ତୁ : xyxy=(1201,1372,1483,1402)
prev-sudoku-cell: 4 xyxy=(1401,2049,1418,2066)
prev-sudoku-grid xyxy=(1330,2030,1490,2190)
district-photo xyxy=(216,198,322,292)
savitri-headline: ସାବିତ୍ରୀ ବ୍ରତର ମହତ୍ତ୍ୱ xyxy=(457,1590,1047,1658)
prev-sudoku-cell: 8 xyxy=(1401,2101,1418,2118)
sudoku-cell[interactable] xyxy=(1433,1786,1459,1813)
prev-sudoku-cell: 4 xyxy=(1471,2153,1488,2170)
prev-sudoku-cell: 6 xyxy=(1471,2119,1488,2136)
prev-sudoku-cell: 9 xyxy=(1367,2067,1384,2084)
prev-sudoku-cell: 9 xyxy=(1401,2136,1418,2153)
prev-sudoku-cell: 5 xyxy=(1401,2119,1418,2136)
prev-sudoku-cell: 8 xyxy=(1367,2032,1384,2049)
contact-email1[interactable]: E-mail:dharitripress@gmail.com xyxy=(1229,1403,1455,1418)
prev-sudoku-cell: 9 xyxy=(1453,2101,1470,2118)
prev-sudoku-cell: 3 xyxy=(1384,2084,1401,2101)
sudoku-cell[interactable] xyxy=(1277,1813,1303,1840)
sudoku-cell[interactable] xyxy=(1225,1840,1251,1867)
sudoku-cell[interactable] xyxy=(1251,1894,1277,1921)
sudoku-grid[interactable] xyxy=(1222,1756,1462,1996)
prev-sudoku-cell: 9 xyxy=(1436,2049,1453,2066)
prev-sudoku-cell: 3 xyxy=(1453,2049,1470,2066)
contact-email1-note: (Use only for letters to Editor, news & news photos) xyxy=(1219,1420,1465,1450)
prev-sudoku-cell: 1 xyxy=(1349,2171,1366,2188)
sudoku-title-odia: ସୁ-ଡୋ-କୁ xyxy=(1344,1702,1492,1746)
sudoku-cell[interactable] xyxy=(1303,1840,1329,1867)
